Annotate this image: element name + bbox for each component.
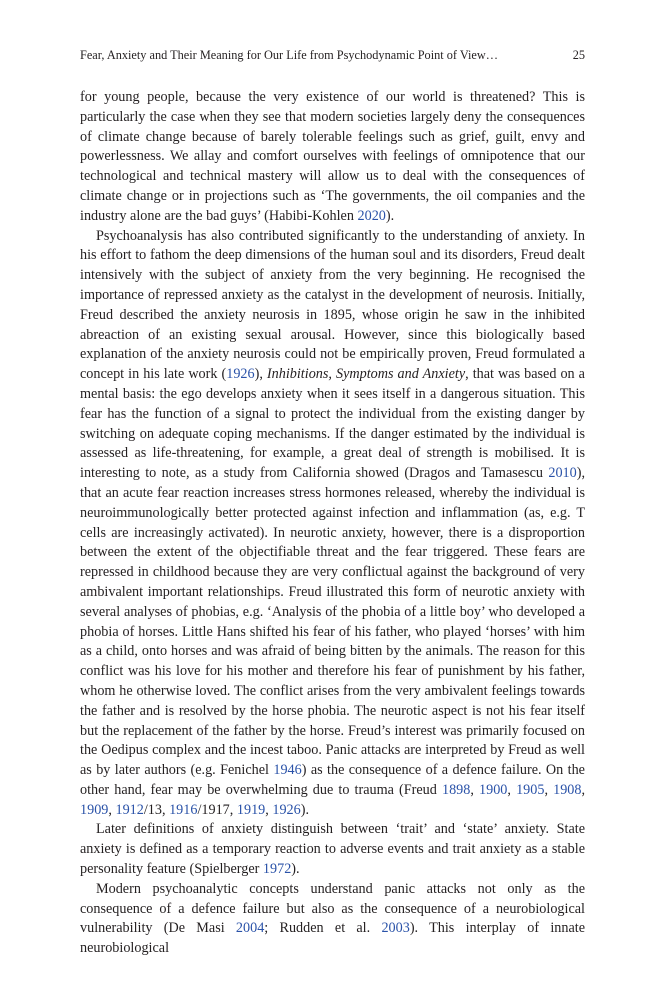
text-run: ). bbox=[291, 861, 300, 878]
text-run: , bbox=[470, 781, 480, 798]
citation-link[interactable]: 1972 bbox=[262, 861, 292, 878]
text-run: ). bbox=[385, 207, 395, 224]
citation-link[interactable]: 1909 bbox=[80, 801, 109, 818]
text-run: for young people, because the very existence of our world is threatened? This is particularly the case when they see that modern societies largely deny the consequences of climate change because of barely tolerable feelings such as grief, guilt, envy and powerlessness. We allay and comfort ourselves with feelings of omnipotence that our technological and technical mastery will allow us to deal with the consequences of climate change or in projections such as ‘The governments, the oil companies and the industry alone are the bad guys’ (Habibi-Kohlen bbox=[80, 89, 585, 224]
text-run: , bbox=[544, 781, 554, 798]
citation-link[interactable]: 2010 bbox=[548, 465, 577, 482]
text-run: ) as the consequence of a defence failure. On the other hand, fear may be overwhelming due to trauma (Freud bbox=[80, 762, 585, 798]
text-run: Later definitions of anxiety distinguish between ‘trait’ and ‘state’ anxiety. State anxiety is defined as a temporary reaction to adverse events and trait anxiety as a stable personality feature (Spielberger bbox=[80, 821, 585, 878]
paragraph bbox=[80, 820, 585, 879]
text-run: /1917, bbox=[197, 801, 237, 818]
text-run: ; Rudden et al. bbox=[264, 920, 382, 937]
text-run: Modern psychoanalytic concepts understand panic attacks not only as the consequence of a defence failure but also as the consequence of a neurobiological vulnerability (De Masi bbox=[80, 880, 585, 937]
citation-link[interactable]: 1926 bbox=[272, 801, 301, 818]
citation-link[interactable]: 1926 bbox=[226, 366, 255, 383]
citation-link[interactable]: 1912 bbox=[115, 801, 144, 818]
text-run: ), bbox=[254, 366, 267, 383]
text-run: , bbox=[507, 781, 517, 798]
text-run: Psychoanalysis has also contributed significantly to the understanding of anxiety. In his effort to fathom the deep dimensions of the human soul and its disorders, Freud dealt intensively with the subject of anxiety from the very beginning. He recognised the importance of repressed anxiety as the catalyst in the development of neurosis. Initially, Freud described the anxiety neurosis in 1895, whose origin he saw in the inhibited abreaction of an existing sexual arousal. However, since this biologically based explanation of the anxiety neurosis could not be empirically proven, Freud formulated a concept in his late work ( bbox=[80, 227, 585, 383]
citation-link[interactable]: 1919 bbox=[236, 801, 266, 818]
text-run: , bbox=[265, 801, 273, 818]
text-run: , that was based on a mental basis: the ego develops anxiety when it sees itself in a dangerous situation. This fear has the function of a signal to protect the individual from the existing danger by switching on adequate coping mechanisms. If the danger estimated by the individual is assessed as life-threatening, for example, a great deal of strength is mobilised. It is interesting to note, as a study from California showed (Dragos and Tamasescu bbox=[80, 366, 585, 482]
citation-link[interactable]: 1916 bbox=[169, 801, 198, 818]
page-number: 25 bbox=[572, 48, 585, 62]
citation-link[interactable]: 1898 bbox=[441, 781, 471, 798]
running-header bbox=[80, 48, 585, 62]
citation-link[interactable]: 1900 bbox=[479, 781, 508, 798]
paragraph bbox=[80, 880, 585, 959]
body-text bbox=[80, 88, 585, 959]
citation-link[interactable]: 2003 bbox=[381, 920, 410, 937]
running-title: Fear, Anxiety and Their Meaning for Our Life from Psychodynamic Point of View… bbox=[80, 48, 499, 62]
citation-link[interactable]: 1908 bbox=[553, 781, 582, 798]
citation-link[interactable]: 2020 bbox=[357, 207, 386, 224]
text-run: ). bbox=[300, 801, 309, 818]
text-run: , bbox=[581, 781, 586, 798]
italic-title: Inhibitions, Symptoms and Anxiety bbox=[266, 366, 466, 383]
text-run: ). This interplay of innate neurobiological bbox=[80, 920, 585, 957]
citation-link[interactable]: 1946 bbox=[273, 762, 302, 779]
citation-link[interactable]: 2004 bbox=[235, 920, 265, 937]
text-run: /13, bbox=[143, 801, 170, 818]
text-run: ), that an acute fear reaction increases stress hormones released, whereby the individual is neuroimmunologically better protected against infection and inflammation (as, e.g. T cells are increasingly activated). In neurotic anxiety, however, there is a disproportion between the extent of the objectifiable threat and the fear triggered. These fears are repressed in childhood because they are very conflictual against the background of very ambivalent important relationships. Freud illustrated this form of neurotic anxiety with several analyses of phobias, e.g. ‘Analysis of the phobia of a little boy’ who developed a phobia of horses. Little Hans shifted his fear of his father, who played ‘horses’ with him as a child, onto horses and was afraid of being bitten by the animals. The reason for this conflict was his love for his mother and therefore his fear of punishment by his father, whom he otherwise loved. The conflict arises from the very ambivalent feelings towards the father and is resolved by the horse phobia. The neurotic aspect is not his fear itself but the replacement of the father by the horse. Freud’s interest was primarily focused on the Oedipus complex and the incest taboo. Panic attacks are interpreted by Freud as well as by later authors (e.g. Fenichel bbox=[80, 465, 585, 779]
citation-link[interactable]: 1905 bbox=[516, 781, 545, 798]
text-run: , bbox=[108, 801, 116, 818]
paragraph bbox=[80, 88, 585, 227]
paragraph bbox=[80, 227, 585, 821]
book-page bbox=[80, 48, 585, 959]
